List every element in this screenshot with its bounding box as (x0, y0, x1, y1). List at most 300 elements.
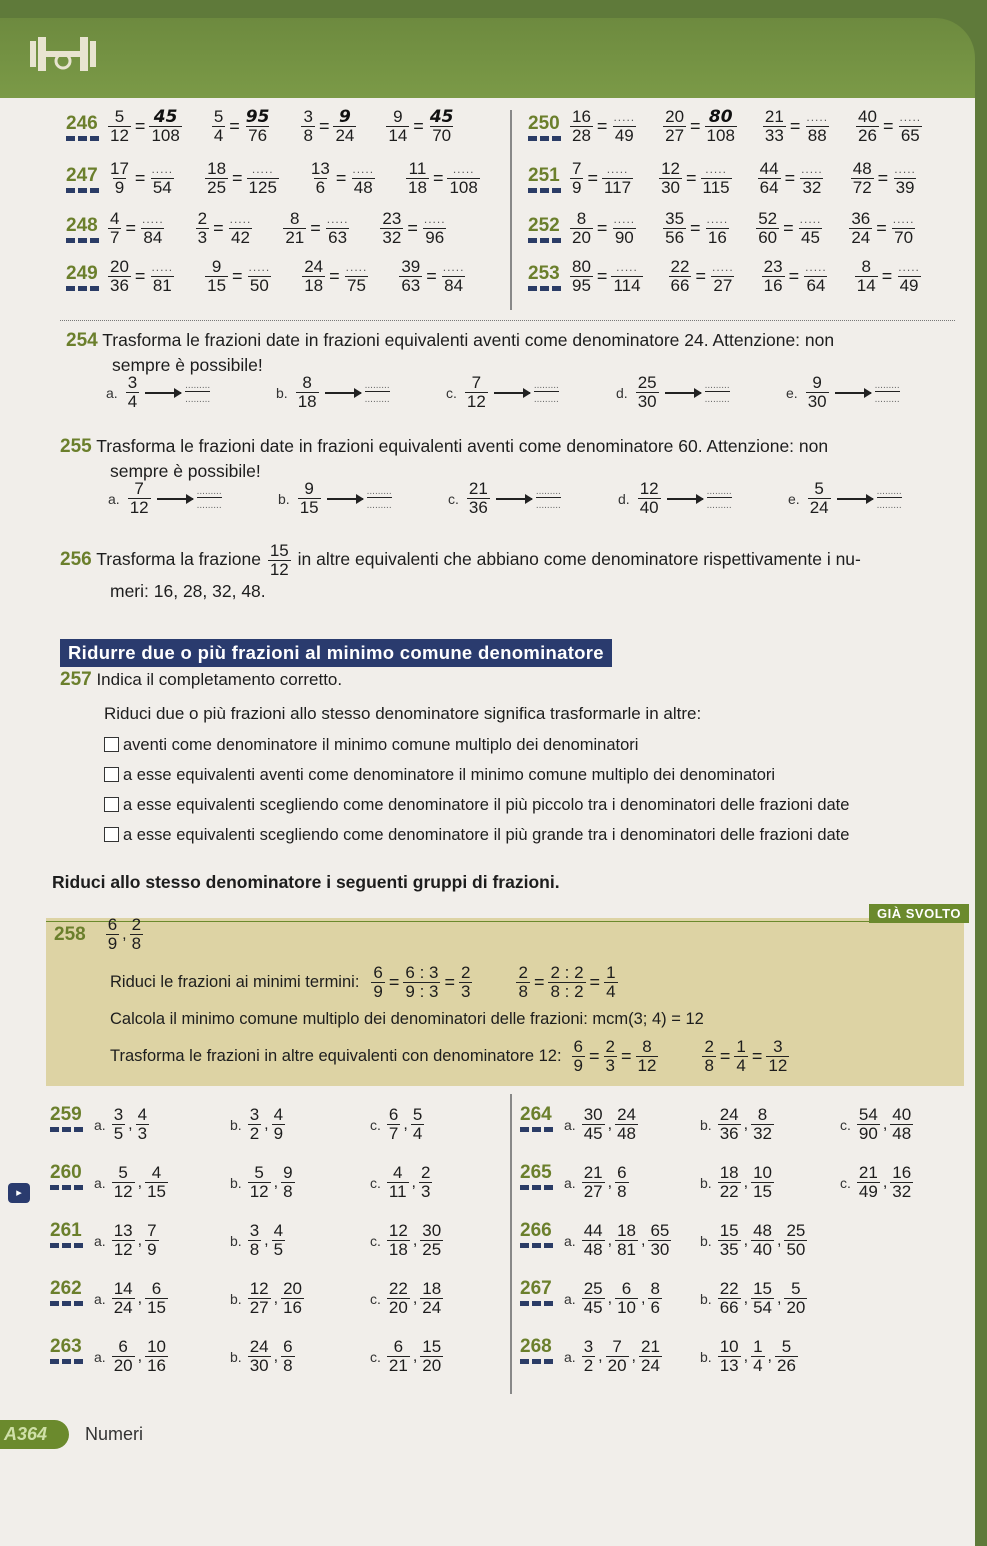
fraction (851, 160, 874, 197)
numerator: 6 (617, 1163, 627, 1182)
comma: , (640, 1289, 646, 1307)
fraction (636, 374, 659, 411)
section-divider (60, 320, 955, 321)
item-letter: b. (700, 1290, 712, 1307)
denominator: 66 (719, 1298, 739, 1317)
exercise-number: 258 (54, 923, 86, 945)
difficulty-dots (50, 1243, 84, 1248)
comma: , (264, 1231, 269, 1249)
denominator: 36 (110, 276, 129, 295)
denominator: 32 (802, 178, 822, 197)
exercise-number: 250 (528, 113, 562, 141)
blank: ......... (876, 486, 902, 497)
item-letter: b. (230, 1348, 242, 1365)
item-letter: b. (276, 384, 288, 401)
denominator: 108 (706, 126, 735, 145)
numerator: 18 (719, 1163, 739, 1182)
equals-sign: = (134, 168, 146, 188)
blank: ......... (704, 380, 730, 391)
numerator: 2 (421, 1163, 431, 1182)
comma: , (598, 1347, 603, 1365)
numerator: ..... (806, 110, 829, 124)
numerator: 3 (583, 1337, 594, 1356)
group-item-b (230, 1222, 287, 1259)
comma: , (412, 1231, 418, 1249)
fraction (126, 374, 139, 411)
denominator: 63 (401, 276, 421, 295)
numerator: 48 (753, 1221, 772, 1240)
denominator: 90 (858, 1124, 878, 1143)
denominator: 16 (763, 276, 783, 295)
blank: ......... (185, 391, 210, 405)
fraction (570, 160, 583, 197)
equals-sign: = (690, 218, 701, 238)
denominator: 7 (110, 228, 120, 247)
numerator: ..... (151, 162, 174, 176)
answer-fraction (799, 160, 825, 197)
answer-fraction (325, 210, 351, 247)
fraction (272, 1106, 285, 1143)
group-item-a (94, 1164, 170, 1201)
fraction (387, 1280, 410, 1317)
fraction (615, 1280, 638, 1317)
numerator: 6 (393, 1337, 404, 1356)
comma: , (137, 1289, 143, 1307)
numerator: 10 (719, 1337, 739, 1356)
difficulty-dots (520, 1127, 554, 1132)
numerator: 14 (113, 1279, 133, 1298)
fraction (112, 1164, 135, 1201)
exercise-256 (60, 542, 965, 603)
numerator: 5 (791, 1279, 801, 1298)
numerator: 7 (134, 479, 144, 498)
comma: , (273, 1347, 279, 1365)
checkbox[interactable] (104, 797, 119, 812)
answer-fraction (247, 160, 279, 197)
comma: , (412, 1347, 418, 1365)
option-3[interactable] (104, 790, 964, 820)
comma: , (273, 1173, 279, 1191)
page-number: A364 (0, 1420, 69, 1449)
blank: ......... (534, 391, 559, 405)
exercise-257-lead: Riduci due o più frazioni allo stesso denominatore significa trasformarle in altre: (104, 704, 702, 723)
numerator: ..... (801, 162, 823, 176)
denominator: 27 (713, 276, 733, 295)
fraction (248, 1164, 271, 1201)
comma: , (607, 1289, 613, 1307)
denominator: 24 (113, 1298, 133, 1317)
denominator: 117 (603, 178, 632, 197)
fraction (205, 258, 228, 295)
equivalence-item (300, 258, 371, 295)
equivalence-item (106, 210, 168, 247)
blank: ......... (705, 391, 730, 405)
numerator: 10 (147, 1337, 166, 1356)
item-letter: c. (840, 1174, 851, 1191)
blank-fraction (875, 380, 900, 405)
denominator: 13 (719, 1356, 739, 1375)
group-item-c (370, 1338, 445, 1375)
numerator: 25 (786, 1221, 806, 1240)
denominator: 115 (702, 178, 730, 197)
blank: ......... (535, 486, 561, 497)
denominator: 15 (147, 1182, 166, 1201)
arrow-icon (325, 392, 361, 394)
numerator: 8 (302, 373, 312, 392)
item-letter: b. (700, 1232, 712, 1249)
equals-sign: = (329, 266, 340, 286)
denominator: 30 (650, 1240, 670, 1259)
denominator: 20 (388, 1298, 408, 1317)
equivalence-item (203, 258, 274, 295)
denominator: 18 (304, 276, 324, 295)
numerator: 22 (670, 257, 690, 276)
item-letter: b. (230, 1290, 242, 1307)
column-divider-2 (510, 1094, 512, 1394)
arrow-icon (494, 392, 530, 394)
denominator: 16 (707, 228, 727, 247)
numerator: ..... (613, 212, 636, 226)
numerator: 5 (213, 107, 224, 126)
numerator: 5 (781, 1337, 792, 1356)
denominator: 81 (152, 276, 172, 295)
denominator: 64 (759, 178, 779, 197)
equals-sign: = (690, 116, 701, 136)
fraction (751, 1280, 774, 1317)
denominator: 21 (388, 1356, 408, 1375)
denominator: 48 (617, 1124, 636, 1143)
item-letter: c. (370, 1290, 381, 1307)
item-letter: b. (700, 1116, 712, 1133)
item-letter: a. (94, 1232, 106, 1249)
exercise-number: 266 (520, 1220, 554, 1248)
option-text: a esse equivalenti aventi come denominatore il minimo comune multiplo dei denominatori (123, 766, 776, 784)
checkbox[interactable] (104, 767, 119, 782)
fraction (420, 1222, 443, 1259)
numerator: 9 (283, 1163, 293, 1182)
numerator: ..... (442, 260, 465, 274)
comma: , (767, 1347, 772, 1365)
fraction (283, 210, 306, 247)
numerator: ..... (706, 212, 729, 226)
denominator: 50 (786, 1240, 806, 1259)
numerator: 16 (892, 1163, 912, 1182)
answer-fraction (350, 160, 376, 197)
equivalence-item (203, 160, 281, 197)
equivalence-item (384, 108, 457, 145)
numerator: 5 (254, 1163, 264, 1182)
group-item-b (700, 1106, 776, 1143)
checkbox[interactable] (104, 737, 119, 752)
group-item-c (370, 1164, 434, 1201)
numerator: 52 (758, 209, 778, 228)
fraction (582, 1222, 605, 1259)
denominator: 21 (285, 228, 305, 247)
denominator: 5 (273, 1240, 284, 1259)
fraction (465, 374, 488, 411)
answer-fraction (804, 108, 830, 145)
item-d (616, 374, 730, 411)
fraction (272, 1222, 285, 1259)
comma: , (411, 1173, 416, 1191)
numerator: 4 (273, 1221, 284, 1240)
comma: , (137, 1173, 143, 1191)
equivalence-item (106, 160, 177, 197)
blank: ......... (875, 391, 900, 405)
option-text: a esse equivalenti scegliendo come denominatore il più piccolo tra i denominatori delle frazioni date (123, 796, 850, 814)
denominator: 30 (249, 1356, 269, 1375)
numerator: 21 (764, 107, 784, 126)
denominator: 49 (858, 1182, 878, 1201)
fraction (856, 108, 879, 145)
difficulty-dots (66, 136, 100, 141)
arrow-icon (835, 392, 871, 394)
solved-text-1: Riduci le frazioni ai minimi termini: (110, 973, 360, 991)
denominator: 81 (617, 1240, 636, 1259)
numerator: ..... (423, 212, 446, 226)
numerator: 20 (665, 107, 685, 126)
denominator: 42 (231, 228, 250, 247)
fraction (784, 1222, 807, 1259)
numerator: 3 (249, 1105, 260, 1124)
answer-fraction (344, 258, 370, 295)
blank-fraction (197, 486, 222, 511)
denominator: 64 (806, 276, 826, 295)
comma: , (743, 1347, 749, 1365)
denominator: 3 (197, 228, 208, 247)
numerator: 30 (583, 1105, 603, 1124)
numerator: 10 (753, 1163, 772, 1182)
group-item-c (840, 1164, 915, 1201)
exercise-text-2: sempre è possibile! (112, 355, 263, 375)
comma: , (631, 1347, 636, 1365)
denominator: 95 (572, 276, 591, 295)
equivalence-item (761, 108, 832, 145)
blank-fraction (707, 486, 732, 511)
answer-fraction (149, 160, 175, 197)
solved-line-2: Calcola il minimo comune multiplo dei denominatori delle frazioni: mcm(3; 4) = 12 (110, 1010, 704, 1028)
exercise-257-options (104, 730, 964, 850)
blank-fraction (536, 486, 561, 511)
group-item-b (700, 1338, 800, 1375)
exercise-text: Trasforma le frazioni date in frazioni equivalenti aventi come denominatore 60. Attenzione: non (96, 436, 829, 456)
numerator: 44 (759, 159, 779, 178)
exercise-text: Trasforma le frazioni date in frazioni equivalenti aventi come denominatore 24. Attenzione: non (102, 330, 835, 350)
item-letter: a. (94, 1116, 106, 1133)
denominator: 35 (719, 1240, 739, 1259)
exercise-number: 256 (60, 549, 92, 571)
fraction (663, 108, 686, 145)
numerator: 20 (283, 1279, 302, 1298)
fraction (387, 1106, 400, 1143)
comma: , (412, 1289, 418, 1307)
option-text: a esse equivalenti scegliendo come denominatore il più grande tra i denominatori delle frazioni date (123, 826, 850, 844)
numerator: 21 (640, 1337, 660, 1356)
numerator: 13 (310, 159, 330, 178)
equivalence-item (568, 108, 639, 145)
option-1[interactable] (104, 730, 964, 760)
fraction (758, 160, 781, 197)
difficulty-dots (528, 136, 562, 141)
numerator: 24 (249, 1337, 269, 1356)
item-d (618, 480, 732, 517)
numerator: 15 (719, 1221, 739, 1240)
answer-fraction (701, 160, 732, 197)
fraction (648, 1280, 661, 1317)
numerator: 9 (812, 373, 822, 392)
denominator: 27 (249, 1298, 269, 1317)
numerator: 80 (572, 257, 591, 276)
equivalence-item (661, 210, 732, 247)
group-item-b (230, 1164, 297, 1201)
blank: ......... (874, 380, 900, 391)
comma: , (882, 1173, 888, 1191)
numerator: 21 (858, 1163, 878, 1182)
numerator: 95 (245, 107, 270, 127)
instruction: Riduci allo stesso denominatore i seguenti gruppi di frazioni. (52, 872, 560, 892)
numerator: 22 (719, 1279, 739, 1298)
item-letter: c. (448, 490, 459, 507)
answer-fraction (422, 210, 448, 247)
fraction (386, 108, 409, 145)
exercise-title: Indica il completamento corretto. (96, 670, 343, 689)
exercise-text-b: in altre equivalenti che abbiano come denominatore rispettivamente i nu- (297, 549, 861, 570)
comma: , (776, 1289, 782, 1307)
denominator: 96 (425, 228, 445, 247)
grid-row-249 (66, 258, 494, 295)
denominator: 12 (113, 1182, 133, 1201)
denominator: 22 (719, 1182, 739, 1201)
numerator: 17 (110, 159, 129, 178)
denominator: 8 (617, 1182, 627, 1201)
item-letter: a. (564, 1232, 576, 1249)
top-header-band (0, 18, 975, 98)
fraction (648, 1222, 671, 1259)
equals-sign: = (232, 168, 243, 188)
comma: , (743, 1231, 749, 1249)
denominator: 15 (299, 498, 319, 517)
answer-fraction (244, 108, 272, 145)
denominator: 18 (408, 178, 427, 197)
difficulty-dots (528, 286, 562, 291)
numerator: 12 (661, 159, 681, 178)
checkbox[interactable] (104, 827, 119, 842)
group-item-b (700, 1222, 809, 1259)
answer-fraction (428, 108, 456, 145)
exercise-number: 248 (66, 215, 100, 243)
difficulty-dots (50, 1127, 84, 1132)
fraction (196, 210, 209, 247)
numerator: ..... (613, 110, 636, 124)
equals-sign: = (134, 116, 146, 136)
denominator: 9 (572, 178, 582, 197)
blank: ......... (706, 486, 732, 497)
fraction (296, 374, 319, 411)
item-letter: c. (446, 384, 457, 401)
numerator: 6 (283, 1337, 293, 1356)
equals-sign: = (695, 266, 706, 286)
answer-fraction (228, 210, 254, 247)
comma: , (743, 1115, 749, 1133)
denominator: 12 (129, 498, 149, 517)
equivalence-item (568, 160, 635, 197)
denominator: 65 (900, 126, 920, 145)
exercise-255 (60, 434, 965, 483)
equals-sign: = (335, 168, 347, 188)
fraction (763, 108, 786, 145)
item-letter: a. (108, 490, 120, 507)
difficulty-dots (50, 1185, 84, 1190)
equals-sign: = (310, 218, 321, 238)
item-letter: c. (370, 1232, 381, 1249)
numerator: 30 (422, 1221, 442, 1240)
fraction (399, 258, 422, 295)
denominator: 27 (665, 126, 685, 145)
option-2[interactable] (104, 760, 964, 790)
fraction (467, 480, 490, 517)
grid-row-250 (528, 108, 947, 145)
denominator: 4 (127, 392, 138, 411)
fraction (112, 1222, 135, 1259)
difficulty-dots (66, 188, 100, 193)
item-a (106, 374, 210, 411)
group-item-a (564, 1280, 664, 1317)
exercise-number: 262 (50, 1278, 84, 1306)
fraction (387, 1222, 410, 1259)
blank: ......... (364, 380, 390, 391)
denominator: 3 (137, 1124, 148, 1143)
denominator: 63 (328, 228, 348, 247)
denominator: 108 (151, 126, 180, 145)
exercise-number: 268 (520, 1336, 554, 1364)
numerator: 12 (388, 1221, 408, 1240)
group-item-b (700, 1164, 776, 1201)
equivalence-item (106, 108, 184, 145)
denominator: 7 (388, 1124, 399, 1143)
equals-sign: = (596, 266, 608, 286)
denominator: 15 (207, 276, 227, 295)
numerator: 40 (892, 1105, 912, 1124)
fraction (380, 210, 403, 247)
comma: , (273, 1289, 279, 1307)
video-play-icon[interactable]: ▸ (8, 1183, 30, 1203)
numerator: ..... (898, 260, 920, 274)
difficulty-dots (520, 1185, 554, 1190)
fraction (108, 108, 131, 145)
denominator: 24 (422, 1298, 442, 1317)
exercise-number: 251 (528, 165, 562, 193)
difficulty-dots (50, 1301, 84, 1306)
fraction (145, 1222, 158, 1259)
exercise-text: Trasforma la frazione (96, 549, 261, 570)
numerator: 80 (708, 107, 733, 127)
fraction (582, 1106, 605, 1143)
denominator: 32 (382, 228, 402, 247)
item-c (446, 374, 559, 411)
denominator: 9 (273, 1124, 284, 1143)
chapter-name: Numeri (85, 1424, 144, 1444)
fraction (784, 1280, 807, 1317)
equals-sign: = (877, 168, 889, 188)
denominator: 60 (758, 228, 778, 247)
fraction (248, 1106, 261, 1143)
answer-fraction (611, 258, 642, 295)
item-letter: a. (94, 1174, 106, 1191)
grid-row-253 (528, 258, 946, 295)
denominator: 15 (753, 1182, 772, 1201)
option-4[interactable] (104, 820, 964, 850)
fraction (145, 1164, 168, 1201)
